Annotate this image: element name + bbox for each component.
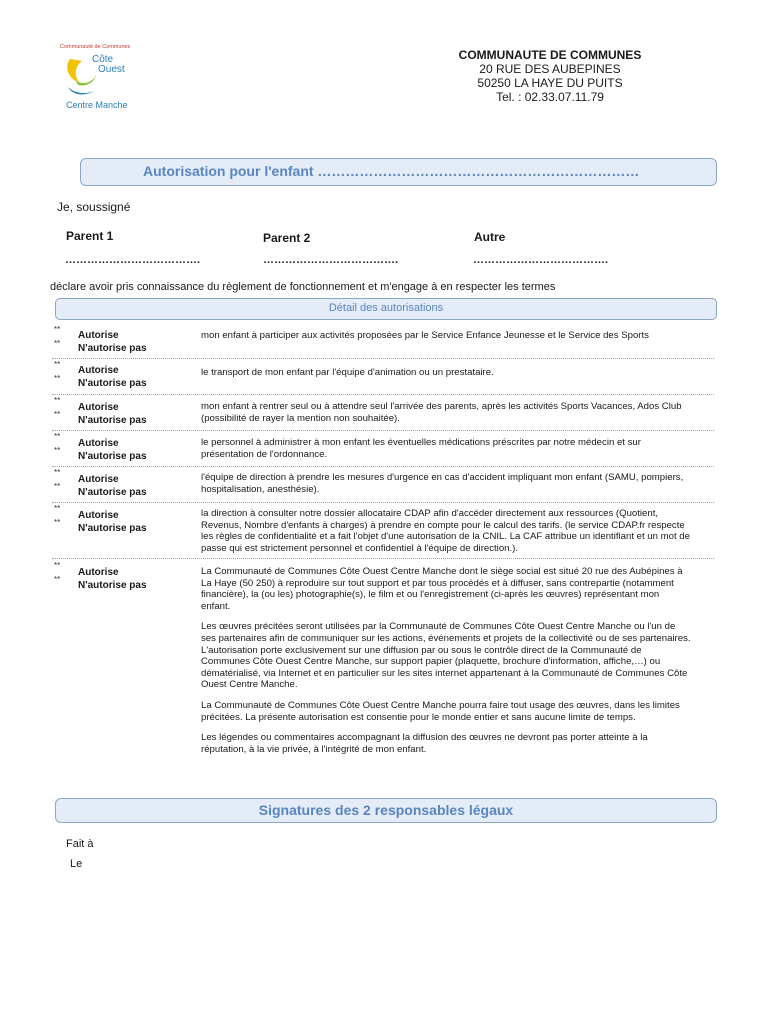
- option-nautorise: N'autorise pas: [78, 378, 147, 389]
- fait-a-field[interactable]: Fait à: [66, 838, 94, 850]
- row-divider: [52, 558, 714, 559]
- option-nautorise: N'autorise pas: [78, 415, 147, 426]
- option-nautorise: N'autorise pas: [78, 343, 147, 354]
- checkbox-nautorise[interactable]: **: [54, 482, 61, 491]
- authorization-row: [52, 466, 714, 500]
- authorization-text: l'équipe de direction à prendre les mesures d'urgence en cas d'accident impliquant mon enfant (SAMU, pompiers, hospitalisation, anesthésie).: [201, 472, 684, 495]
- row-divider: [52, 430, 714, 431]
- checkbox-autorise[interactable]: **: [54, 504, 61, 513]
- checkbox-autorise[interactable]: **: [54, 325, 61, 334]
- parent2-field[interactable]: ……………………………….: [263, 254, 399, 266]
- option-nautorise: N'autorise pas: [78, 523, 147, 534]
- authorization-text: mon enfant à participer aux activités proposées par le Service Enfance Jeunesse et le Service des Sports: [201, 330, 649, 341]
- address-street: 20 RUE DES AUBEPINES: [479, 62, 621, 76]
- logo: [60, 44, 140, 114]
- signatures-title: Signatures des 2 responsables légaux: [258, 802, 514, 818]
- authorization-text: le personnel à administrer à mon enfant les éventuelles médications préscrites par notre médecin et sur présentation de l'ordonnance.: [201, 437, 641, 460]
- checkbox-autorise[interactable]: **: [54, 468, 61, 477]
- checkbox-nautorise[interactable]: **: [54, 339, 61, 348]
- parent1-label: Parent 1: [66, 229, 114, 243]
- authorization-row: [52, 558, 714, 788]
- title-banner: [80, 158, 717, 186]
- image-rights-paragraph: La Communauté de Communes Côte Ouest Centre Manche pourra faire tout usage des œuvres, dans les limites précitées. La présente autorisation est consentie pour le monde entier et sans aucune limite de temps.: [201, 699, 680, 723]
- image-rights-paragraph: Les œuvres précitées seront utilisées par la Communauté de Communes Côte Ouest Centre Manche ou l'un de ses partenaires afin de communiquer sur les actions, événements et projets de la collectivité ou de ses partenaires. L'autorisation porte exclusivement sur une diffusion par ou sous le contrôle direct de la Communauté de Communes Côte Ouest Centre Manche, sur support papier (plaquette, brochure d'information, affiche,…) ou dématérialisé, via Internet et en particulier sur les sites internet appartenant à la Communauté de Communes Côte Ouest Centre Manche.: [201, 621, 691, 691]
- address-phone: Tel. : 02.33.07.11.79: [496, 90, 604, 104]
- option-nautorise: N'autorise pas: [78, 451, 147, 462]
- authorization-text: [201, 566, 691, 764]
- option-autorise: Autorise: [78, 330, 119, 341]
- checkbox-nautorise[interactable]: **: [54, 410, 61, 419]
- image-rights-paragraph: La Communauté de Communes Côte Ouest Centre Manche dont le siège social est situé 20 rue des Aubépines à La Haye (50 250) à reproduire sur tout support et par tous procédés et à diffuser, sans contrepartie (notamment financière), la (ou les) photographie(s), le film et ou l'enregistrement (ci-après les œuvres) représentant mon enfant.: [201, 566, 683, 612]
- checkbox-autorise[interactable]: **: [54, 561, 61, 570]
- row-divider: [52, 394, 714, 395]
- checkbox-nautorise[interactable]: **: [54, 518, 61, 527]
- logo-top-text: Communauté de Communes: [60, 44, 131, 50]
- row-divider: [52, 466, 714, 467]
- parent1-field[interactable]: ……………………………….: [65, 254, 201, 266]
- autre-field[interactable]: ……………………………….: [473, 254, 609, 266]
- address-name: COMMUNAUTE DE COMMUNES: [458, 48, 642, 62]
- option-autorise: Autorise: [78, 365, 119, 376]
- detail-title: Détail des autorisations: [328, 302, 444, 314]
- authorization-row: [52, 358, 714, 392]
- soussigne-label: Je, soussigné: [57, 200, 131, 214]
- address-block: [440, 48, 660, 104]
- le-field[interactable]: Le: [70, 858, 83, 870]
- autre-label: Autre: [474, 230, 506, 244]
- checkbox-nautorise[interactable]: **: [54, 374, 61, 383]
- authorization-row: [52, 322, 714, 356]
- option-autorise: Autorise: [78, 567, 119, 578]
- page-title: Autorisation pour l'enfant ……………………………………………………………: [143, 163, 640, 179]
- parent2-label: Parent 2: [263, 231, 311, 245]
- logo-word-ouest: Ouest: [98, 64, 125, 75]
- row-divider: [52, 502, 714, 503]
- declaration-text: déclare avoir pris connaissance du règlement de fonctionnement et m'engage à en respecter les termes: [50, 281, 556, 293]
- address-city: 50250 LA HAYE DU PUITS: [477, 76, 623, 90]
- option-autorise: Autorise: [78, 474, 119, 485]
- checkbox-autorise[interactable]: **: [54, 360, 61, 369]
- logo-bottom-text: Centre Manche: [66, 100, 128, 110]
- row-divider: [52, 358, 714, 359]
- checkbox-autorise[interactable]: **: [54, 432, 61, 441]
- authorization-row: [52, 394, 714, 428]
- signatures-banner: [55, 798, 717, 823]
- option-nautorise: N'autorise pas: [78, 580, 147, 591]
- option-autorise: Autorise: [78, 402, 119, 413]
- option-autorise: Autorise: [78, 438, 119, 449]
- authorization-text: le transport de mon enfant par l'équipe d'animation ou un prestataire.: [201, 367, 494, 378]
- authorization-text: mon enfant à rentrer seul ou à attendre seul l'arrivée des parents, après les activités Sports Vacances, Ados Club (possibilité de rayer la mention non souhaitée).: [201, 401, 682, 424]
- authorization-row: [52, 430, 714, 464]
- image-rights-paragraph: Les légendes ou commentaires accompagnant la diffusion des œuvres ne devront pas porter atteinte à la réputation, à la vie privée, à l'intégrité de mon enfant.: [201, 732, 648, 755]
- checkbox-nautorise[interactable]: **: [54, 446, 61, 455]
- detail-banner: [55, 298, 717, 320]
- logo-word-cote: Côte: [92, 54, 114, 65]
- authorization-row: [52, 502, 714, 556]
- option-nautorise: N'autorise pas: [78, 487, 147, 498]
- option-autorise: Autorise: [78, 510, 119, 521]
- checkbox-nautorise[interactable]: **: [54, 575, 61, 584]
- authorization-text: la direction à consulter notre dossier allocataire CDAP afin d'accéder directement aux ressources (Quotient, Revenus, Nombre d'enfants à charges) à prendre en compte pour le calcul des tarifs. (le service CDAP.fr respecte les règles de confidentialité et a fait l'objet d'une autorisation de la CNIL. La CAF attribue un identifiant et un mot de passe qui est strictement personnel et confidentiel à l'équipe de direction.).: [201, 508, 690, 554]
- checkbox-autorise[interactable]: **: [54, 396, 61, 405]
